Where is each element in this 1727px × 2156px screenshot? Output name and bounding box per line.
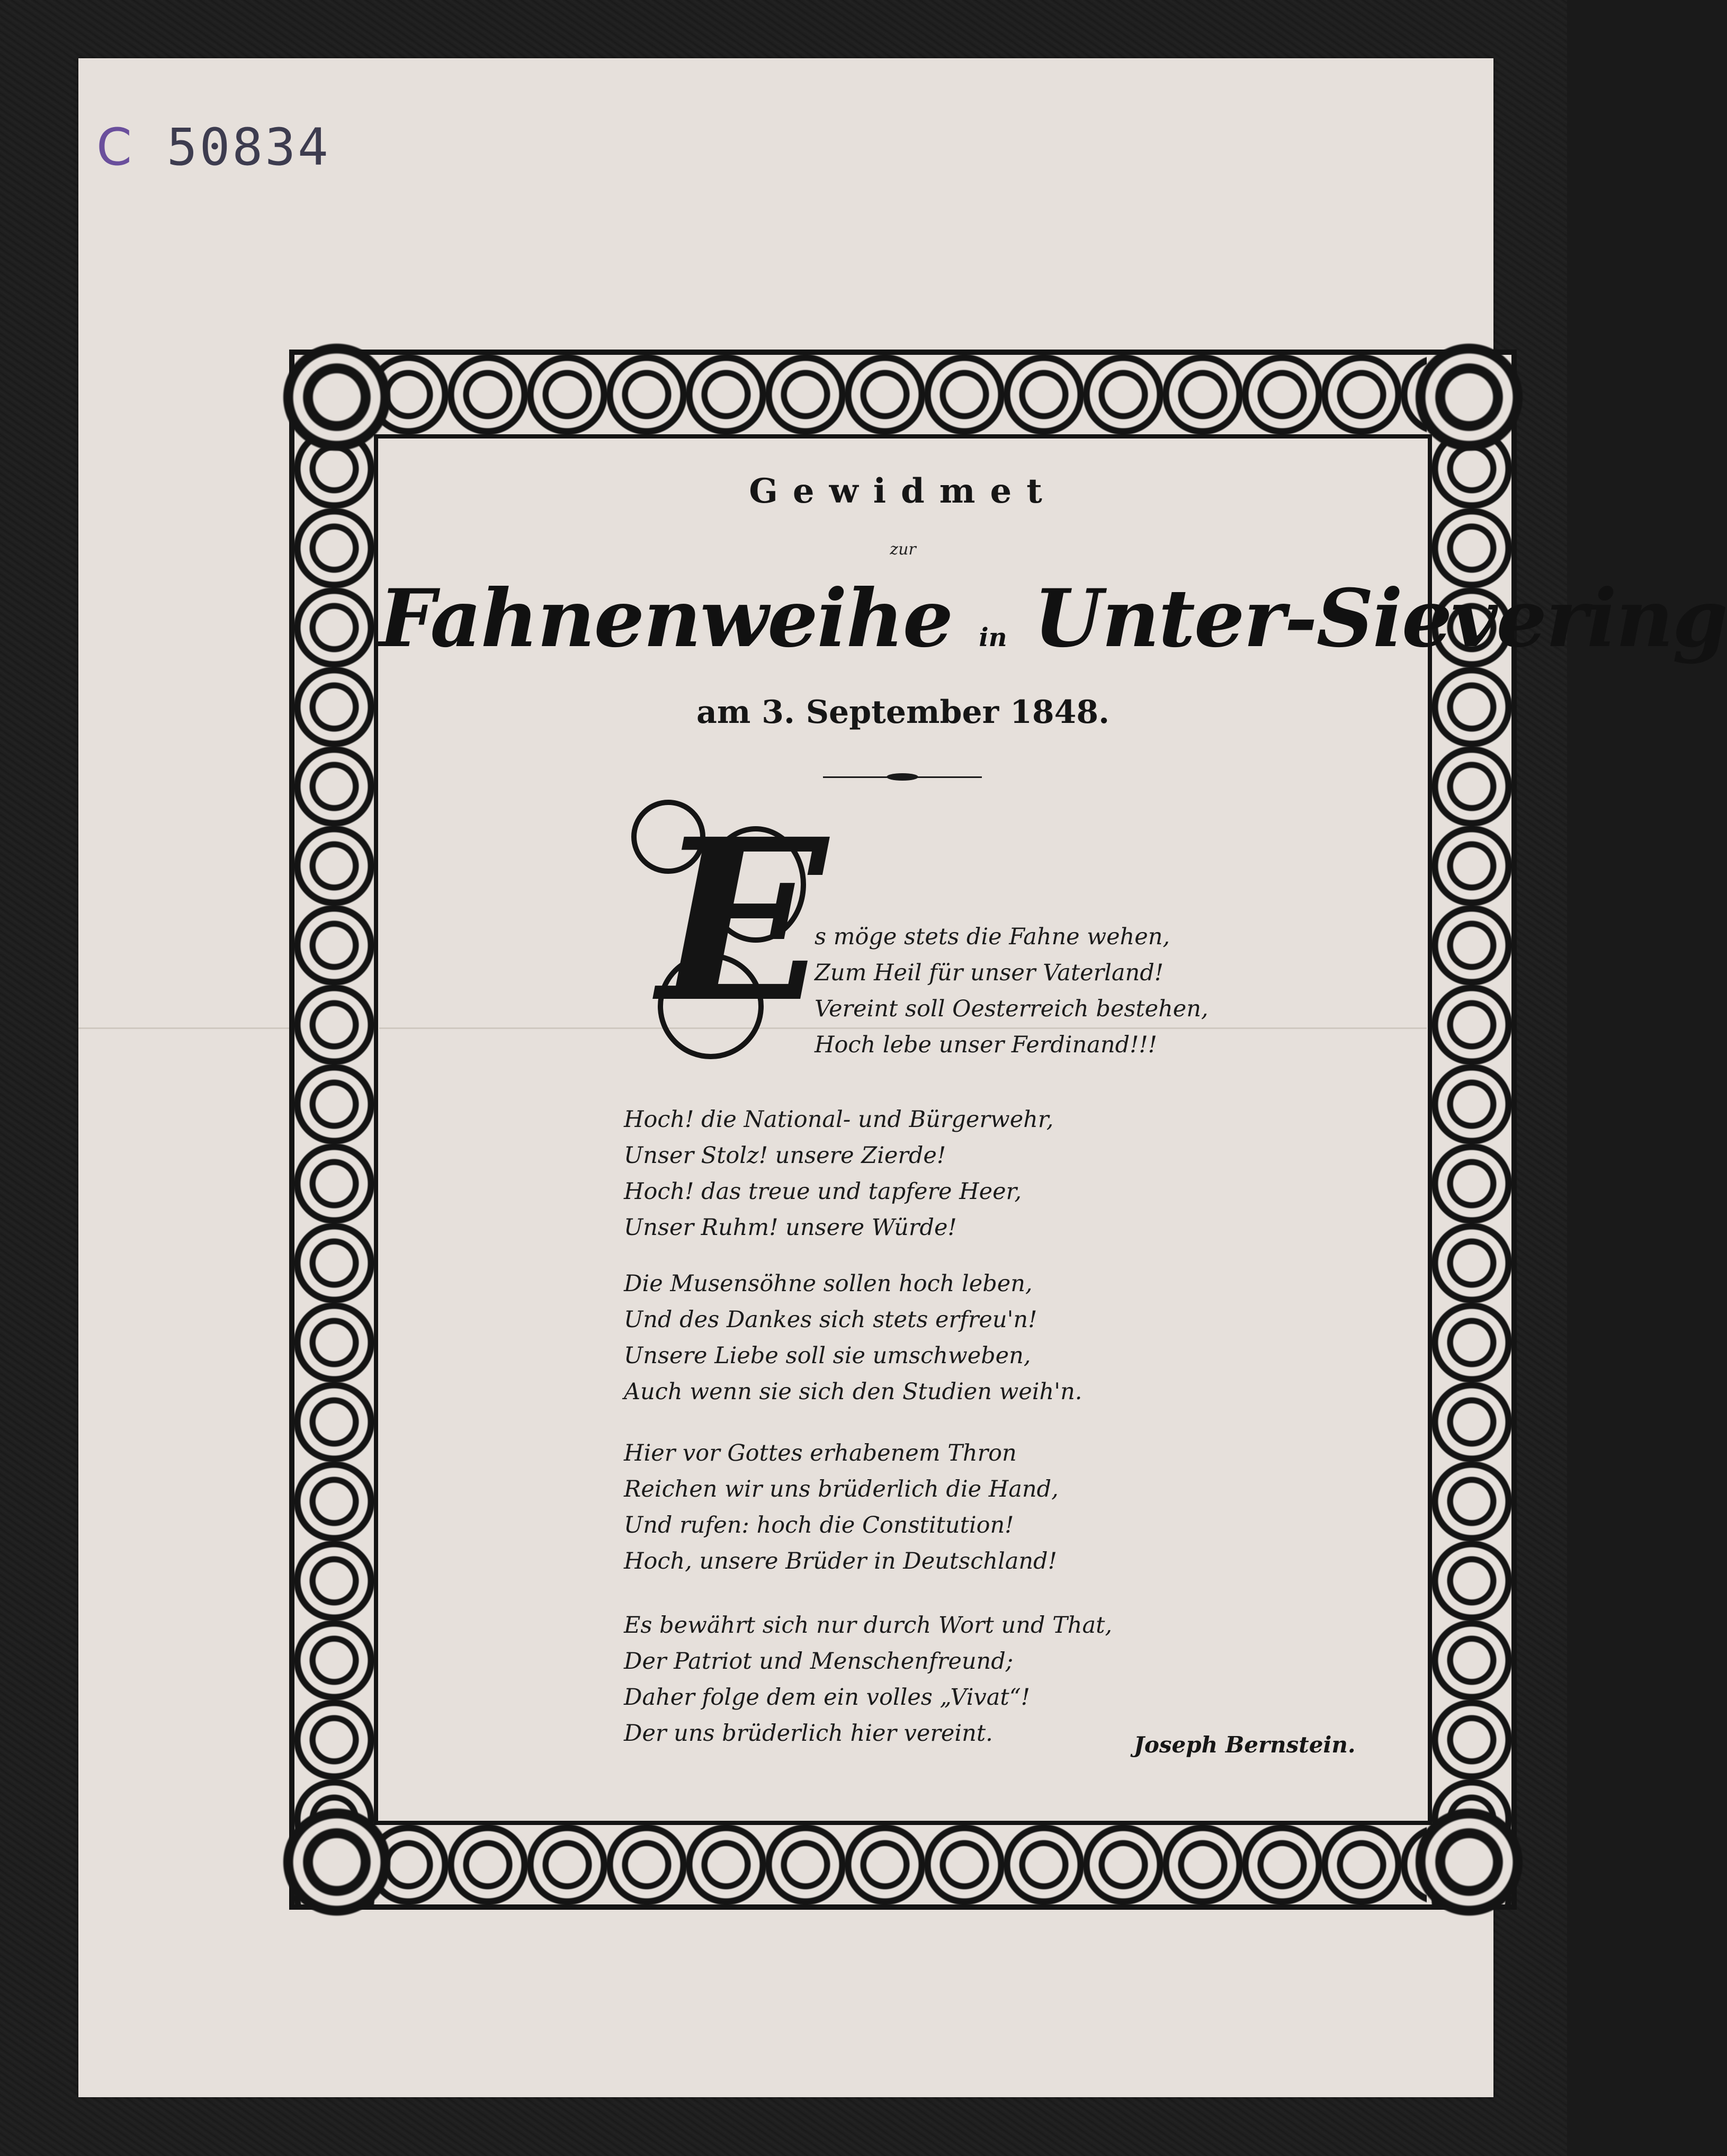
event-date: am 3. September 1848. [696, 694, 1110, 731]
verse-line: Der uns brüderlich hier vereint. [624, 1720, 993, 1747]
corner-ornament-icon [1411, 1804, 1527, 1920]
verse-line: Und des Dankes sich stets erfreu'n! [624, 1307, 1037, 1333]
stamp-number: 50834 [166, 118, 330, 177]
verse-line: Unser Stolz! unsere Zierde! [624, 1142, 946, 1169]
verse-line: Daher folge dem ein volles „Vivat“! [624, 1684, 1030, 1711]
broadside-sheet [78, 58, 1727, 2097]
verse-line: Reichen wir uns brüderlich die Hand, [624, 1476, 1059, 1502]
poem-content [379, 440, 1727, 1820]
title-in: in [979, 623, 1007, 652]
dedication-heading: Gewidmet [749, 471, 1057, 511]
verse-line: Auch wenn sie sich den Studien weih'n. [624, 1379, 1082, 1405]
verse-line: Hoch, unsere Brüder in Deutschland! [624, 1548, 1057, 1574]
catalog-stamp [96, 118, 330, 177]
title-part-1: Fahnenweihe [379, 572, 953, 665]
verse-line: Unsere Liebe soll sie umschweben, [624, 1343, 1031, 1369]
verse-line: Hoch lebe unser Ferdinand!!! [815, 1032, 1157, 1058]
verse-line: Hoch! die National- und Bürgerwehr, [624, 1106, 1054, 1133]
verse-line: Zum Heil für unser Vaterland! [815, 960, 1164, 986]
divider-ornament [823, 773, 982, 781]
corner-ornament-icon [1411, 339, 1527, 455]
title-part-2: Unter-Sievering [1033, 572, 1727, 665]
decorated-initial [626, 791, 828, 1075]
dedication-zur: zur [890, 540, 916, 559]
verse-line: Die Musensöhne sollen hoch leben, [624, 1271, 1033, 1297]
verse-line: Hoch! das treue und tapfere Heer, [624, 1178, 1022, 1205]
stamp-letter: C [96, 118, 135, 177]
initial-letter: E [658, 791, 828, 1052]
verse-line: Hier vor Gottes erhabenem Thron [624, 1440, 1017, 1466]
stanza-2 [624, 1102, 1053, 1246]
verse-line: Es bewährt sich nur durch Wort und That, [624, 1612, 1113, 1639]
verse-line: s möge stets die Fahne wehen, [815, 924, 1170, 950]
stanza-3 [624, 1266, 1082, 1410]
verse-line: Der Patriot und Menschenfreund; [624, 1648, 1014, 1675]
stanza-5 [624, 1607, 1112, 1751]
verse-line: Und rufen: hoch die Constitution! [624, 1512, 1014, 1538]
page-title [379, 572, 1727, 665]
stanza-1 [815, 919, 1209, 1063]
corner-ornament-icon [279, 339, 395, 455]
stanza-4 [624, 1435, 1059, 1579]
verse-line: Unser Ruhm! unsere Würde! [624, 1214, 957, 1241]
verse-line: Vereint soll Oesterreich bestehen, [815, 996, 1209, 1022]
author-signature: Joseph Bernstein. [1134, 1732, 1356, 1758]
corner-ornament-icon [279, 1804, 395, 1920]
